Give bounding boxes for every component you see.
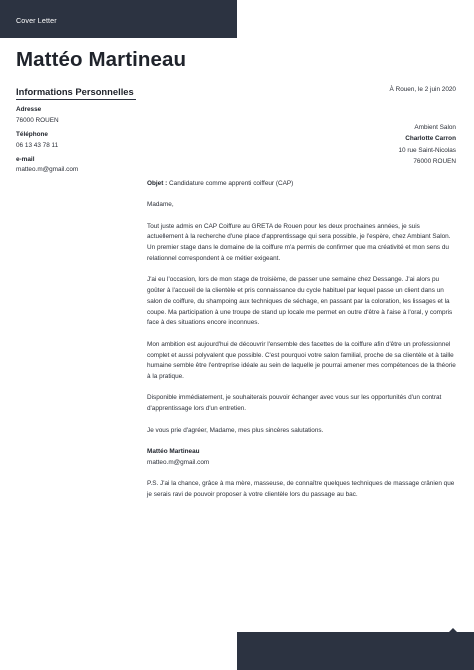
letter-salutation: Madame, [147, 201, 174, 209]
letter-date: À Rouen, le 2 juin 2020 [389, 86, 456, 93]
email-value: matteo.m@gmail.com [16, 166, 79, 173]
signature-name: Mattéo Martineau [147, 447, 200, 455]
applicant-name: Mattéo Martineau [16, 48, 187, 71]
address-label: Adresse [16, 106, 42, 113]
letter-paragraph: J'ai eu l'occasion, lors de mon stage de troisième, de passer une semaine chez Dessange. J'ai alors pu goûter à l'accueil de la clientèle et pris connaissance du cycle habituel par lequel passe un client dans un salon de coiffure, du shampoing aux techniques de séchage, en passant par la coloration, les lissages et la coupe. Ma participation à une troupe de stand up locale me permet en outre d'être à l'aise à l'oral, y compris face à des situations encore inconnues. [147, 276, 453, 327]
email-label: e-mail [16, 156, 35, 163]
letter-paragraph: Mon ambition est aujourd'hui de découvrir l'ensemble des facettes de la coiffure afin d'être un professionnel complet et aussi polyvalent que possible. C'est pourquoi votre salon familial, proche de sa clientèle et à taille humaine semble être l'entreprise idéale au sein de laquelle je pourrai amener mes compétences de la théorie à la pratique. [147, 340, 456, 381]
address-value: 76000 ROUEN [16, 117, 59, 124]
subject-label: Objet : [147, 180, 168, 187]
recipient-block [398, 122, 456, 167]
letter-postscript: P.S. J'ai la chance, grâce à ma mère, masseuse, de connaître quelques techniques de massage crânien que je serais ravi de pouvoir proposer à votre clientèle lors du passage au bac. [147, 479, 455, 498]
personal-info-title: Informations Personnelles [16, 86, 134, 97]
letter-body [147, 179, 457, 501]
letter-paragraph: Disponible immédiatement, je souhaiterais pouvoir échanger avec vous sur les opportunités d'un contrat d'apprentissage lors d'un entretien. [147, 394, 442, 413]
footer-band [237, 632, 474, 670]
recipient-contact: Charlotte Carron [405, 135, 456, 143]
recipient-company: Ambient Salon [414, 124, 456, 131]
recipient-street: 10 rue Saint-Nicolas [398, 146, 456, 154]
subject-text: Candidature comme apprenti coiffeur (CAP) [167, 180, 294, 187]
signature-email: matteo.m@gmail.com [147, 458, 210, 466]
document-type-label: Cover Letter [16, 16, 57, 25]
section-divider [16, 99, 136, 100]
phone-label: Téléphone [16, 131, 48, 138]
letter-closing: Je vous prie d'agréer, Madame, mes plus sincères salutations. [147, 426, 324, 434]
recipient-city: 76000 ROUEN [413, 157, 456, 165]
letter-paragraph: Tout juste admis en CAP Coiffure au GRETA de Rouen pour les deux prochaines années, je suis actuellement à la recherche d'une place d'apprentissage qui sera possible, je l'espère, chez Ambiant Salon. Un premier stage dans le domaine de la coiffure m'a permis de confirmer que ma créativité et mon sens du relationnel correspondent à ce métier exigeant. [147, 222, 451, 262]
letter-subject [147, 179, 457, 190]
phone-value: 06 13 43 78 11 [16, 142, 59, 149]
